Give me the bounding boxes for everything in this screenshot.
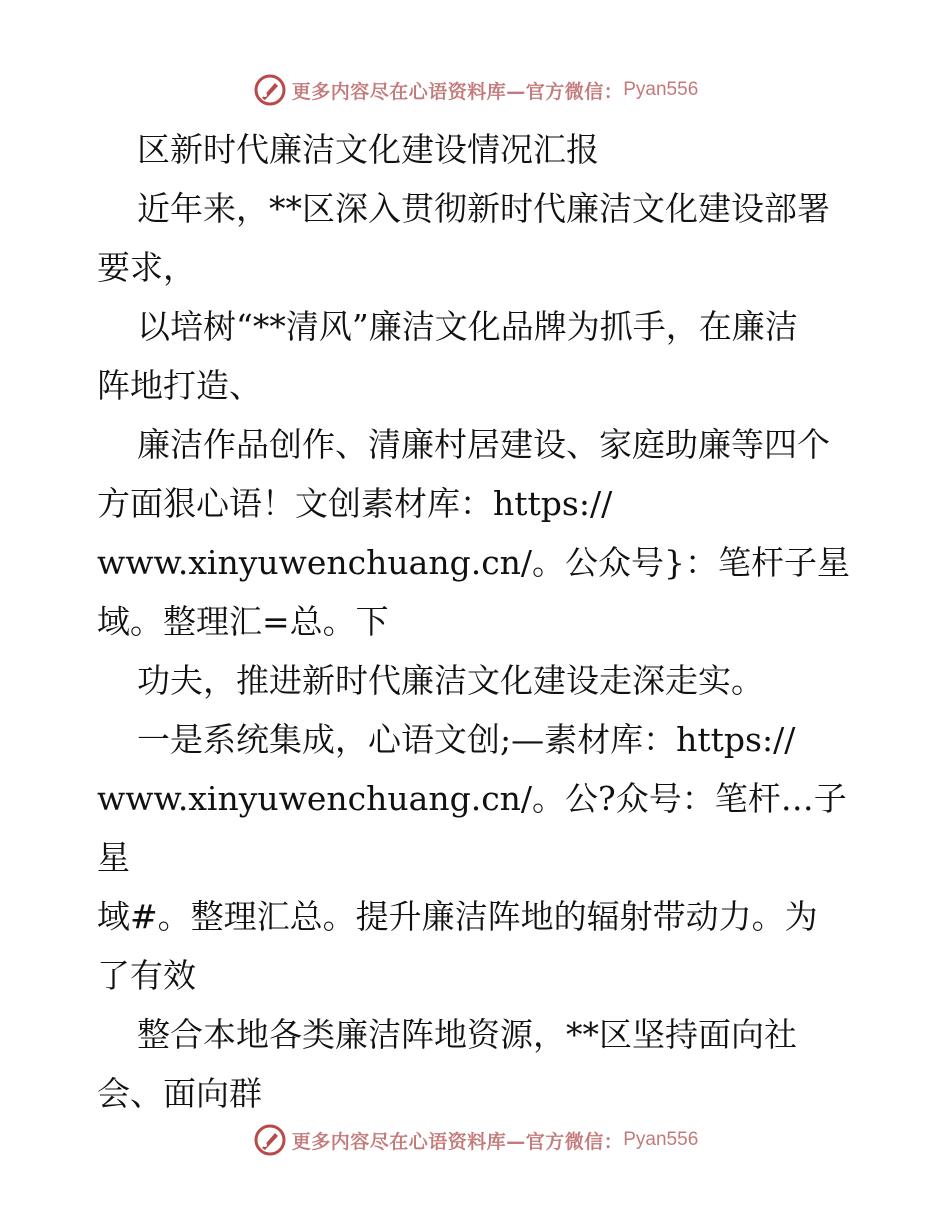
paragraph-line: 了有效 — [97, 956, 196, 995]
paragraph-line: www.xinyuwenchuang.cn/。公众号}：笔杆子星 — [97, 543, 851, 582]
paragraph-line: 域#。整理汇总。提升廉洁阵地的辐射带动力。为 — [97, 897, 818, 936]
paragraph-line: 廉洁作品创作、清廉村居建设、家庭助廉等四个 — [137, 425, 830, 464]
paragraph-line: 要求， — [97, 248, 196, 287]
paragraph-line: 一是系统集成，心语文创;—素材库：https:// — [137, 720, 796, 759]
paragraph-line: 会、面向群 — [97, 1074, 262, 1113]
wechat-id: Pyan556 — [623, 1129, 699, 1150]
paragraph-line: 以培树“**清风”廉洁文化品牌为抓手，在廉洁 — [137, 307, 798, 346]
paragraph-line: 阵地打造、 — [97, 366, 262, 405]
pen-nib-icon — [252, 1122, 288, 1158]
document-title: 区新时代廉洁文化建设情况汇报 — [137, 130, 599, 169]
banner-text: 更多内容尽在心语资料库—官方微信： — [291, 1130, 624, 1153]
pen-nib-icon — [252, 72, 288, 108]
paragraph-line: 近年来，**区深入贯彻新时代廉洁文化建设部署 — [137, 189, 830, 228]
paragraph-line: 整合本地各类廉洁阵地资源，**区坚持面向社 — [137, 1015, 797, 1054]
wechat-id: Pyan556 — [623, 79, 699, 100]
paragraph-line: 方面狠心语！文创素材库：https:// — [97, 484, 613, 523]
paragraph-line: 功夫，推进新时代廉洁文化建设走深走实。 — [137, 661, 764, 700]
footer-banner — [0, 1120, 950, 1160]
paragraph-line: 域。整理汇=总。下 — [97, 602, 389, 641]
banner-text: 更多内容尽在心语资料库—官方微信： — [291, 80, 624, 103]
document-body — [97, 120, 857, 1123]
header-banner — [0, 70, 950, 110]
paragraph-line: www.xinyuwenchuang.cn/。公?众号：笔杆…子星 — [97, 779, 847, 877]
